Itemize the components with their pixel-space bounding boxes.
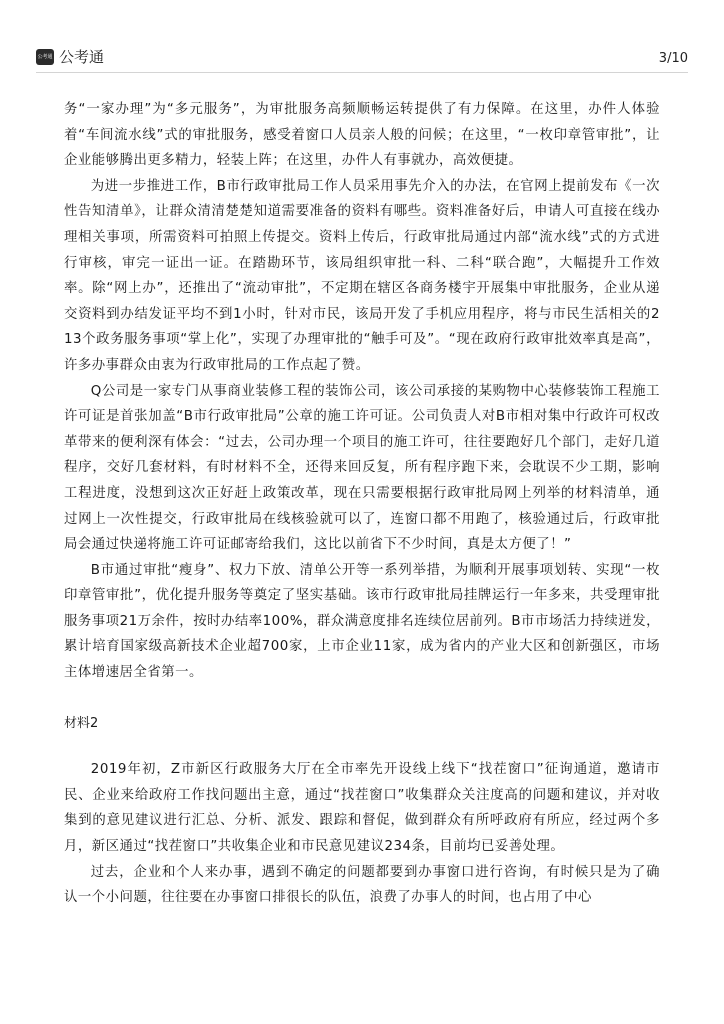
logo-badge-icon: 公考通 (36, 49, 54, 65)
paragraph: 2019年初，Z市新区行政服务大厅在全市率先开设线上线下“找茬窗口”征询通道，邀请市民、企业来给政府工作找问题出主意，通过“找茬窗口”收集群众关注度高的问题和建议，并对收集到的意见建议进行汇总、分析、派发、跟踪和督促，做到群众有所呼政府有所应，经过两个多月，新区通过“找茬窗口”共收集企业和市民意见建议234条，目前均已妥善处理。 (64, 762, 660, 855)
page-header (0, 0, 724, 80)
page-number: 3/10 (658, 51, 688, 66)
section-title: 材料2 (64, 715, 99, 731)
paragraph: 过去，企业和个人来办事，遇到不确定的问题都要到办事窗口进行咨询，有时候只是为了确认一个小问题，往往要在办事窗口排很长的队伍，浪费了办事人的时间，也占用了中心 (64, 864, 660, 906)
paragraph: B市通过审批“瘦身”、权力下放、清单公开等一系列举措，为顺利开展事项划转、实现“一枚印章管审批”，优化提升服务等奠定了坚实基础。该市行政审批局挂牌运行一年多来，共受理审批服务事项21万余件，按时办结率100%，群众满意度排名连续位居前列。B市市场活力持续迸发，累计培育国家级高新技术企业超700家，上市企业11家，成为省内的产业大区和创新强区，市场主体增速居全省第一。 (64, 562, 660, 681)
document-body (64, 97, 660, 911)
paragraph: 为进一步推进工作，B市行政审批局工作人员采用事先介入的办法，在官网上提前发布《一次性告知清单》，让群众清清楚楚知道需要准备的资料有哪些。资料准备好后，申请人可直接在线办理相关事项，所需资料可拍照上传提交。资料上传后，行政审批局通过内部“流水线”式的方式进行审核，审完一证出一证。在踏勘环节，该局组织审批一科、二科“联合跑”，大幅提升工作效率。除“网上办”，还推出了“流动审批”，不定期在辖区各商务楼宇开展集中审批服务，企业从递交资料到办结发证平均不到1小时，针对市民，该局开发了手机应用程序，将与市民生活相关的213个政务服务事项“掌上化”，实现了办理审批的“触手可及”。“现在政府行政审批效率真是高”，许多办事群众由衷为行政审批局的工作点起了赞。 (64, 178, 660, 373)
paragraph: Q公司是一家专门从事商业装修工程的装饰公司，该公司承接的某购物中心装修装饰工程施工许可证是首张加盖“B市行政审批局”公章的施工许可证。公司负责人对B市相对集中行政许可权改革带来的便利深有体会：“过去，公司办理一个项目的施工许可，往往要跑好几个部门，走好几道程序，交好几套材料，有时材料不全，还得来回反复，所有程序跑下来，会耽误不少工期，影响工程进度，没想到这次正好赶上政策改革，现在只需要根据行政审批局网上列举的材料清单，通过网上一次性提交，行政审批局在线核验就可以了，连窗口都不用跑了，核验通过后，行政审批局会通过快递将施工许可证邮寄给我们，这比以前省下不少时间，真是太方便了！” (64, 383, 660, 553)
logo-text: 公考通 (59, 48, 105, 66)
header-divider (36, 72, 688, 73)
paragraph: 务“一家办理”为“多元服务”，为审批服务高频顺畅运转提供了有力保障。在这里，办件人体验着“车间流水线”式的审批服务，感受着窗口人员亲人般的问候；在这里，“一枚印章管审批”，让企业能够腾出更多精力，轻装上阵；在这里，办件人有事就办，高效便捷。 (64, 102, 660, 169)
brand-logo (36, 46, 104, 67)
